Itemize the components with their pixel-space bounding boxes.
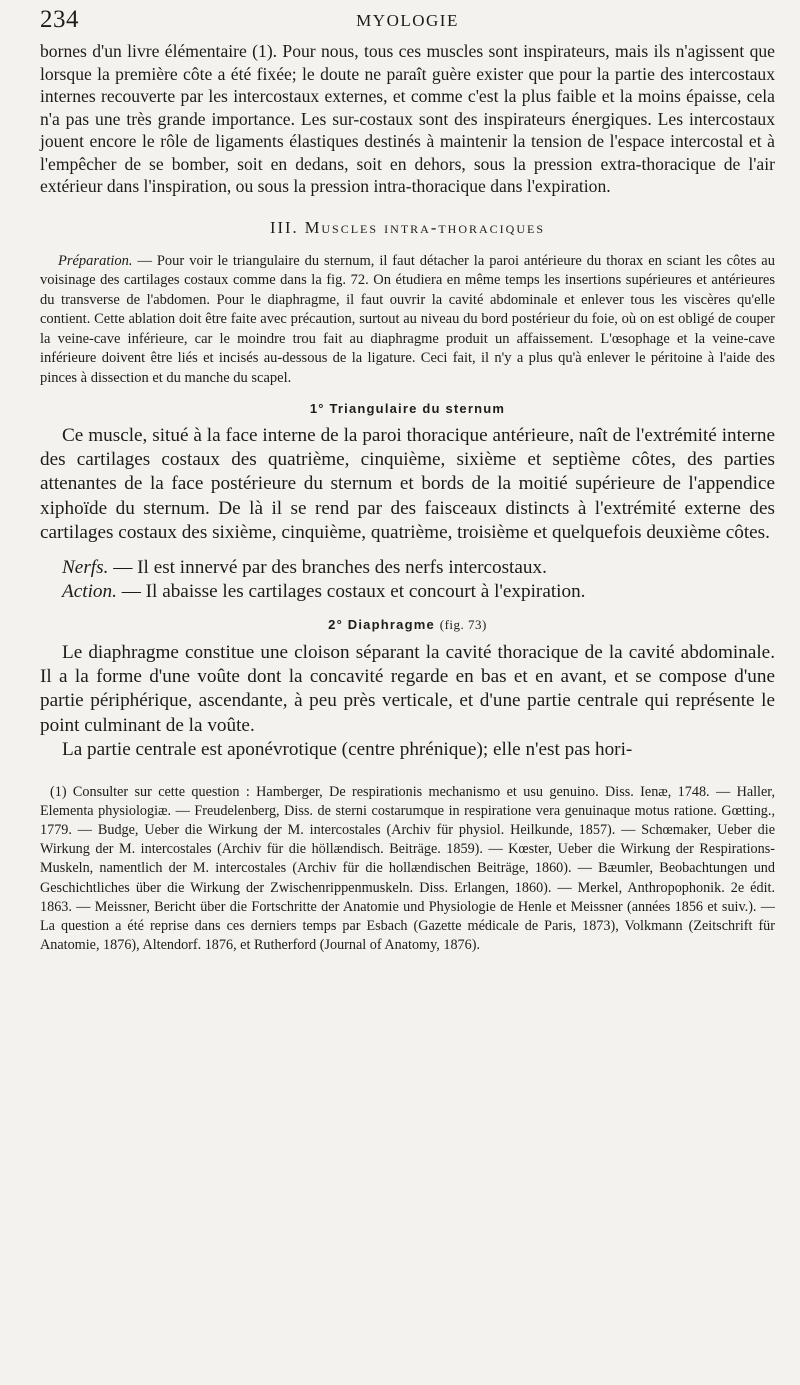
nerfs-label: Nerfs. [62,556,109,578]
section-title: III. Muscles intra-thoraciques [269,217,546,237]
footnote-1: (1) Consulter sur cette question : Hamberger, De respirationis mechanismo et usu genuino. Diss. Ienæ, 1748. — Haller, Elementa physiologiæ. — Freudelenberg, Diss. de sterni costarumque in respiratione vera genuinaque motus ratione. Gœtting., 1779. — Budge, Ueber die Wirkung der M. intercostales (Archiv für physiol. Heilkunde, 1857). — Schœmaker, Ueber die Wirkung der M. intercostales (Archiv für die höllændisch. Beiträge. 1859). — Kœster, Ueber die Wirkung der Respirations-Muskeln, namentlich der M. intercostales (Archiv für die hollændischen Beiträge, 1860). — Bæumler, Beobachtungen und Geschichtliches über die Wirkung der Zwischenrippenmuskeln. Diss. Erlangen, 1860). — Merkel, Anthropophonik. 2e édit. 1863. — Meissner, Bericht über die Fortschritte der Anatomie und Physiologie de Henle et Meissner (années 1856 et suiv.). — La question a été reprise dans ces derniers temps par Esbach (Gazette médicale de Paris, 1873), Volkmann (Zeitschrift für Anatomie, 1876), Altendorf. 1876, et Rutherford (Journal of Anatomy, 1876). [40,783,775,954]
nerfs-paragraph [40,556,775,580]
action-text: — Il abaisse les cartilages costaux et concourt à l'expiration. [116,581,586,603]
diaphragme-title [40,617,775,633]
page [40,0,775,955]
preparation-paragraph [40,252,775,389]
intro-paragraph: bornes d'un livre élémentaire (1). Pour nous, tous ces muscles sont inspirateurs, mais ils n'agissent que lorsque la première côte a été fixée; le doute ne paraît guère exister que pour la partie des intercostaux internes recouverte par les intercostaux externes, et comme c'est la plus faible et la moins épaisse, cela n'a pas une très grande importance. Les sur-costaux sont des inspirateurs énergiques. Les intercostaux jouent encore le rôle de ligaments élastiques destinés à maintenir la tension de l'espace intercostal et à l'empêcher de se bomber, soit en dedans, soit en dehors, sous la pression extra-thoracique de l'air extérieur dans l'inspiration, ou sous la pression intra-thoracique dans l'expiration. [40,41,775,196]
page-number: 234 [40,6,79,33]
diaphragme-paragraph-1: Le diaphragme constitue une cloison séparant la cavité thoracique de la cavité abdominale. Il a la forme d'une voûte dont la concavité regarde en bas et en avant, et se compose d'une partie périphérique, ascendante, à peu près verticale, et d'une partie centrale qui représente le point culminant de la voûte. [40,641,775,736]
page-header [40,4,775,40]
diaphragme-paragraph-2: La partie centrale est aponévrotique (centre phrénique); elle n'est pas hori- [62,739,633,761]
action-label: Action. [62,581,117,603]
running-title: MYOLOGIE [356,11,459,30]
diaphragme-fig-ref: (fig. 73) [439,616,487,632]
triangulaire-paragraph: Ce muscle, situé à la face interne de la paroi thoracique antérieure, naît de l'extrémité interne des cartilages costaux des quatrième, cinquième, sixième et septième côtes, des parties attenantes de la face postérieure du sternum et bords de la moitié supérieure de l'appendice xiphoïde du sternum. De là il se rend par des faisceaux distincts à l'extrémité externe des cartilages costaux des sixième, cinquième, quatrième, troisième et quelquefois deuxième côtes. [40,424,775,544]
preparation-text: — Pour voir le triangulaire du sternum, il faut détacher la paroi antérieure du thorax en sciant les côtes au voisinage des cartilages costaux comme dans la fig. 72. On étudiera en même temps les insertions supérieures et antérieures du transverse de l'abdomen. Pour le diaphragme, il faut ouvrir la cavité abdominale et enlever tous les viscères qu'elle contient. Cette ablation doit être faite avec précaution, surtout au niveau du bord postérieur du foie, où on est obligé de couper la veine-cave inférieure, car le moindre trou fait au diaphragme produit un affaissement. L'œsophage et la veine-cave inférieure doivent être liés et incisés au-dessous de la ligature. Ceci fait, il n'y a plus qu'à enlever le péritoine à l'aide des pinces à dissection et du manche du scapel. [40,252,775,387]
nerfs-text: — Il est innervé par des branches des nerfs intercostaux. [108,556,547,578]
preparation-label: Préparation. [58,252,133,269]
triangulaire-title: 1° Triangulaire du sternum [309,400,506,416]
footnotes [40,783,775,956]
action-paragraph [40,580,775,604]
diaphragme-title-text: 2° Diaphragme [328,616,435,632]
